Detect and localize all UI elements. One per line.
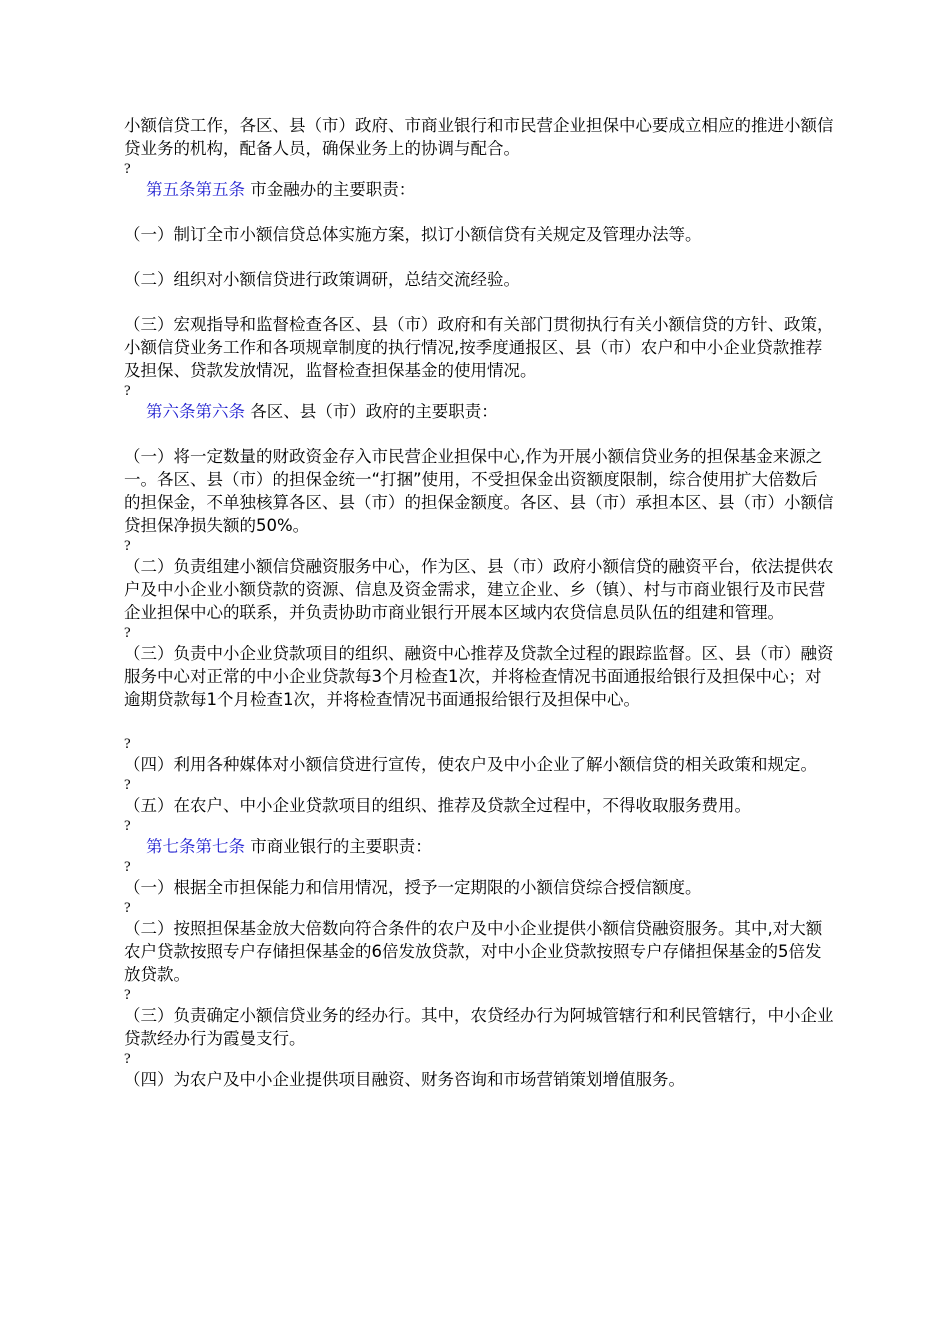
article-6-item-3: （三）负责中小企业贷款项目的组织、融资中心推荐及贷款全过程的跟踪监督。区、县（市）融资服务中心对正常的中小企业贷款每3个月检查1次，并将检查情况书面通报给银行及担保中心；对逾期贷款每1个月检查1次，并将检查情况书面通报给银行及担保中心。 xyxy=(124,644,834,709)
article-5-item-2: （二）组织对小额信贷进行政策调研，总结交流经验。 xyxy=(124,270,520,289)
question-mark: ? xyxy=(124,161,131,177)
article-7-item-3: （三）负责确定小额信贷业务的经办行。其中，农贷经办行为阿城管辖行和利民管辖行，中小企业贷款经办行为霞曼支行。 xyxy=(124,1006,834,1048)
article-6-item-4: （四）利用各种媒体对小额信贷进行宣传，使农户及中小企业了解小额信贷的相关政策和规定。 xyxy=(124,755,817,774)
article-7-title: 市商业银行的主要职责： xyxy=(250,837,432,856)
question-mark: ? xyxy=(124,625,131,641)
article-7-number: 第七条第七条 xyxy=(146,837,245,856)
question-mark: ? xyxy=(124,859,131,875)
question-mark: ? xyxy=(124,1051,131,1067)
intro-paragraph: 小额信贷工作，各区、县（市）政府、市商业银行和市民营企业担保中心要成立相应的推进小额信贷业务的机构，配备人员，确保业务上的协调与配合。 xyxy=(124,116,834,158)
article-7-item-2: （二）按照担保基金放大倍数向符合条件的农户及中小企业提供小额信贷融资服务。其中,对大额农户贷款按照专户存储担保基金的6倍发放贷款，对中小企业贷款按照专户存储担保基金的5倍发放贷款。 xyxy=(124,919,823,984)
question-mark: ? xyxy=(124,818,131,834)
article-5-heading xyxy=(124,178,834,201)
question-mark: ? xyxy=(124,777,131,793)
article-7-heading xyxy=(124,835,834,858)
question-mark: ? xyxy=(124,900,131,916)
document-page xyxy=(124,114,834,1091)
question-mark: ? xyxy=(124,987,131,1003)
article-7-item-1: （一）根据全市担保能力和信用情况，授予一定期限的小额信贷综合授信额度。 xyxy=(124,878,702,897)
article-6-number: 第六条第六条 xyxy=(146,402,245,421)
article-6-heading xyxy=(124,400,834,423)
question-mark: ? xyxy=(124,736,131,752)
article-6-item-1: （一）将一定数量的财政资金存入市民营企业担保中心,作为开展小额信贷业务的担保基金来源之一。各区、县（市）的担保金统一“打捆”使用，不受担保金出资额度限制，综合使用扩大倍数后的担保金，不单独核算各区、县（市）的担保金额度。各区、县（市）承担本区、县（市）小额信贷担保净损失额的50%。 xyxy=(124,447,834,535)
article-5-number: 第五条第五条 xyxy=(146,180,245,199)
article-6-item-5: （五）在农户、中小企业贷款项目的组织、推荐及贷款全过程中，不得收取服务费用。 xyxy=(124,796,751,815)
question-mark: ? xyxy=(124,383,131,399)
article-6-item-2: （二）负责组建小额信贷融资服务中心，作为区、县（市）政府小额信贷的融资平台，依法提供农户及中小企业小额贷款的资源、信息及资金需求，建立企业、乡（镇）、村与市商业银行及市民营企业担保中心的联系，并负责协助市商业银行开展本区域内农贷信息员队伍的组建和管理。 xyxy=(124,557,834,622)
article-5-title: 市金融办的主要职责： xyxy=(250,180,416,199)
article-5-item-1: （一）制订全市小额信贷总体实施方案，拟订小额信贷有关规定及管理办法等。 xyxy=(124,225,702,244)
article-5-item-3: （三）宏观指导和监督检查各区、县（市）政府和有关部门贯彻执行有关小额信贷的方针、政策，小额信贷业务工作和各项规章制度的执行情况,按季度通报区、县（市）农户和中小企业贷款推荐及担保、贷款发放情况，监督检查担保基金的使用情况。 xyxy=(124,315,834,380)
article-7-item-4: （四）为农户及中小企业提供项目融资、财务咨询和市场营销策划增值服务。 xyxy=(124,1070,685,1089)
question-mark: ? xyxy=(124,538,131,554)
article-6-title: 各区、县（市）政府的主要职责： xyxy=(250,402,498,421)
